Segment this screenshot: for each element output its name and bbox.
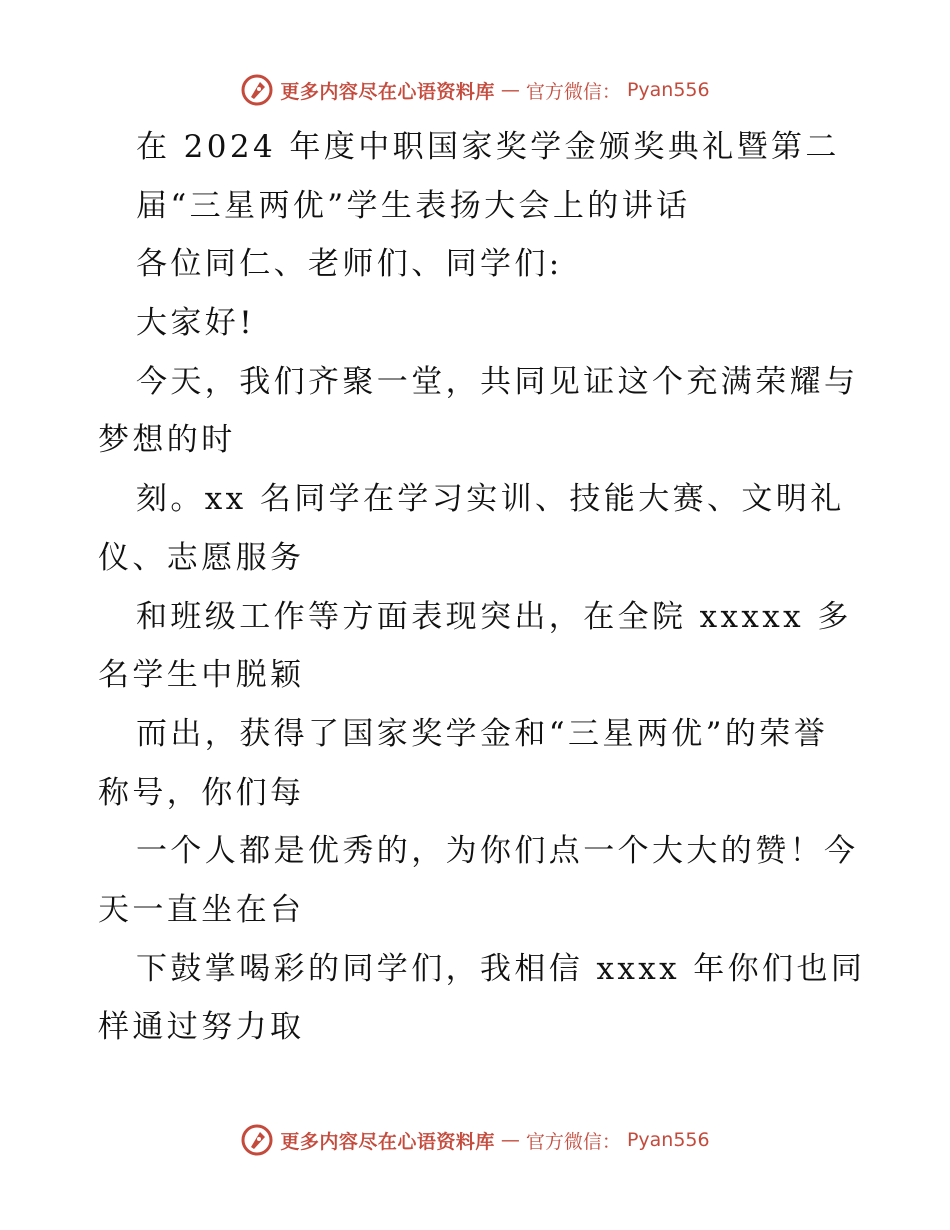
pen-nib-logo-icon (240, 73, 274, 107)
document-line: 今天，我们齐聚一堂，共同见证这个充满荣耀与 (136, 363, 859, 400)
document-body (98, 118, 866, 1057)
document-line: 一个人都是优秀的，为你们点一个大大的赞！今 (136, 833, 859, 870)
document-line: 在 2024 年度中职国家奖学金颁奖典礼暨第二 (136, 129, 840, 165)
wechat-label: 官方微信： (525, 80, 621, 103)
document-line: 梦想的时 (98, 422, 236, 459)
document-line: 和班级工作等方面表现突出，在全院 xxxxx 多 (136, 598, 852, 635)
document-line: 下鼓掌喝彩的同学们，我相信 xxxx 年你们也同 (136, 950, 866, 987)
document-line: 样通过努力取 (98, 1009, 305, 1046)
document-line: 各位同仁、老师们、同学们: (136, 246, 563, 283)
footer-watermark-banner (0, 1120, 950, 1160)
document-line: 届“三星两优”学生表扬大会上的讲话 (136, 187, 691, 224)
banner-separator: — (500, 1129, 520, 1151)
site-name: 更多内容尽在心语资料库 (280, 1130, 495, 1153)
document-line: 名学生中脱颖 (98, 657, 305, 694)
pen-nib-logo-icon (240, 1123, 274, 1157)
banner-separator: — (500, 79, 520, 101)
site-name: 更多内容尽在心语资料库 (280, 80, 495, 103)
document-line: 仪、志愿服务 (98, 539, 305, 576)
header-watermark-banner (0, 70, 950, 110)
wechat-label: 官方微信： (525, 1130, 621, 1153)
document-line: 刻。xx 名同学在学习实训、技能大赛、文明礼 (136, 481, 845, 518)
document-line: 而出，获得了国家奖学金和“三星两优”的荣誉 (136, 715, 829, 752)
wechat-id: Pyan556 (626, 79, 710, 101)
wechat-id: Pyan556 (626, 1129, 710, 1151)
document-line: 天一直坐在台 (98, 891, 305, 928)
document-line: 称号，你们每 (98, 774, 305, 811)
document-line: 大家好! (136, 305, 256, 342)
